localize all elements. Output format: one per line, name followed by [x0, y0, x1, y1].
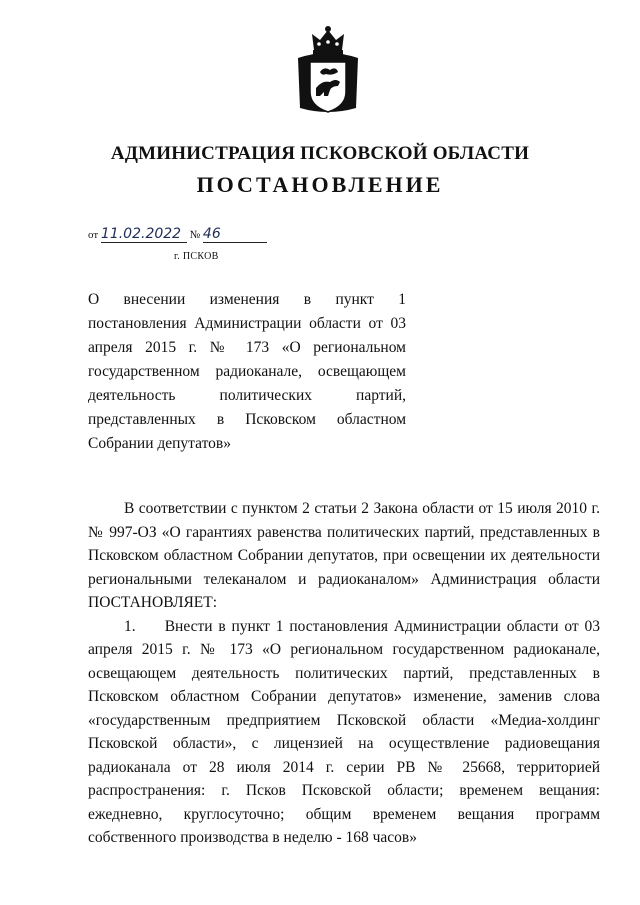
- organization-name: АДМИНИСТРАЦИЯ ПСКОВСКОЙ ОБЛАСТИ: [110, 143, 530, 164]
- document-date: 11.02.2022: [101, 226, 187, 243]
- document-body: [88, 497, 604, 850]
- city: г. ПСКОВ: [174, 251, 219, 262]
- document-number: 46: [203, 226, 267, 243]
- registration-line: [88, 226, 267, 243]
- number-label: №: [189, 229, 201, 241]
- from-label: от: [88, 229, 99, 241]
- pskov-oblast-coat-of-arms-icon: [292, 22, 364, 118]
- document-subject: О внесении изменения в пункт 1 постановления Администрации области от 03 апреля 2015 г. № 173 «О региональном государственном радиоканале, освещающем деятельность политических партий, представленных в Псковском областном Собрании депутатов»: [88, 291, 406, 452]
- item-1-paragraph: 1. Внести в пункт 1 постановления Администрации области от 03 апреля 2015 г. № 173 «О региональном государственном радиоканале, освещающем деятельность политических партий, представленных в Псковском областном Собрании депутатов» изменение, заменив слова «государственным предприятием Псковской области «Медиа-холдинг Псковской области», с лицензией на осуществление радиовещания радиоканала от 28 июля 2014 г. серии РВ № 25668, территорией распространения: г. Псков Псковской области; временем вещания: ежедневно, круглосуточно; общим временем вещания программ собственного производства в неделю - 168 часов»: [88, 617, 604, 846]
- document-type: ПОСТАНОВЛЕНИЕ: [196, 172, 444, 197]
- preamble-paragraph: В соответствии с пунктом 2 статьи 2 Закона области от 15 июля 2010 г. № 997-ОЗ «О гарантиях равенства политических партий, представленных в Псковском областном Собрании депутатов, при освещении их деятельности региональными телеканалом и радиоканалом» Администрация области ПОСТАНОВЛЯЕТ:: [88, 500, 600, 611]
